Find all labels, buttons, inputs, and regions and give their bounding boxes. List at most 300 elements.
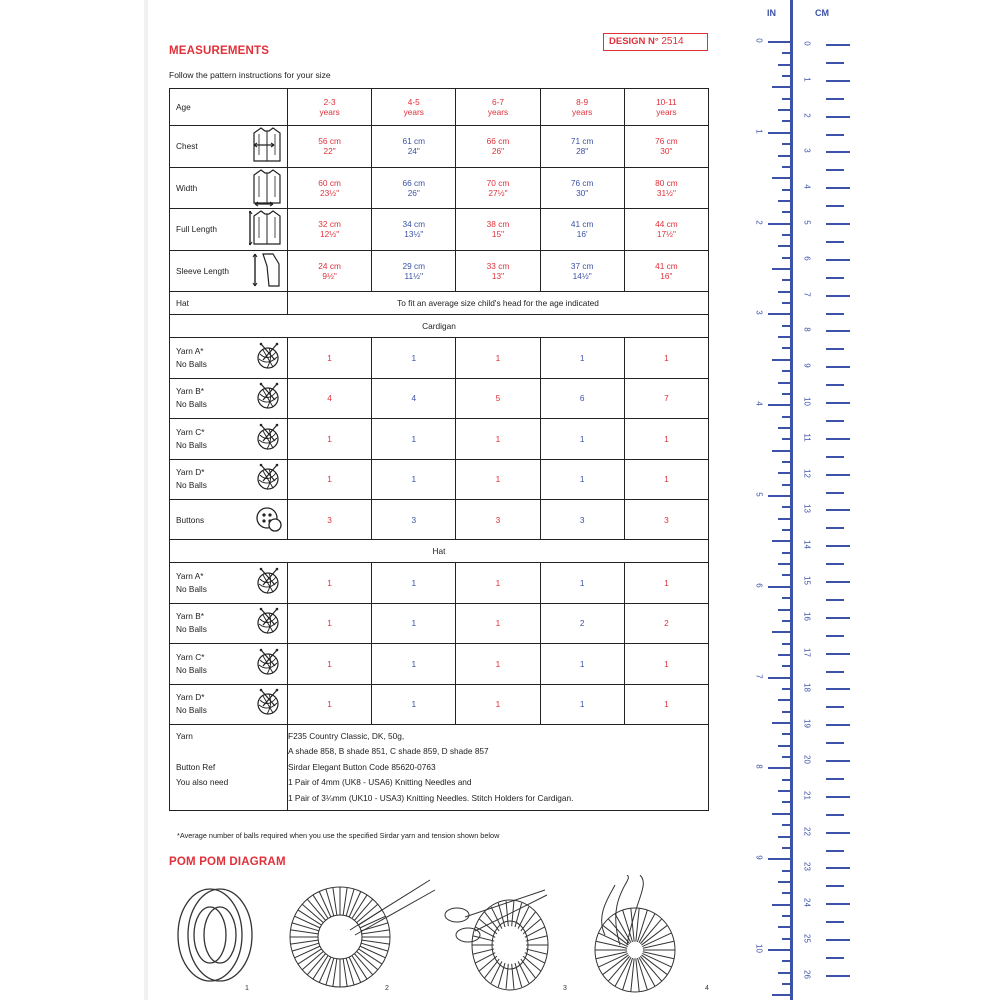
yarn-balls-label: No Balls [176,399,207,410]
value-cm: 29 cm [402,260,426,271]
size-age: 6-7 [491,97,504,107]
value-in: 30" [576,187,589,198]
ruler-cm-half-tick [826,384,844,386]
ruler-cm-half-tick [826,885,844,887]
ruler-inch-subtick [782,166,790,168]
yarn-icon-wrap [255,648,283,680]
ruler-cm-tick [826,80,850,82]
ruler-cm-tick [826,581,850,583]
cardigan-section-row [170,315,709,338]
instructions-subtitle: Follow the pattern instructions for your size [169,70,331,80]
ruler-cm-half-tick [826,277,844,279]
ruler-inch-subtick [778,382,790,384]
ball-count: 5 [456,378,540,419]
ruler-cm-number: 24 [802,898,812,908]
ruler-inch-subtick [782,484,790,486]
value-in: 24" [407,146,420,157]
ruler-inch-subtick [782,52,790,54]
ruler-inch-subtick [778,699,790,701]
value-cm: 44 cm [655,219,678,230]
yarn-name: Yarn B* [176,386,204,397]
ruler-inch-tick [768,223,790,225]
ruler-inch-number: 3 [754,310,764,316]
ruler-inch-subtick [782,370,790,372]
value-in: 26" [491,146,505,157]
ball-count: 1 [288,684,372,725]
ball-count: 1 [624,644,708,685]
ruler-cm-tick [826,116,850,118]
ruler-cm-tick [826,44,850,46]
hat-section-row [170,540,709,563]
value-cm: 56 cm [318,136,341,147]
ruler-cm-half-tick [826,957,844,959]
value-cm: 34 cm [402,219,426,230]
measurement-value [540,167,624,209]
ball-count: 1 [372,684,456,725]
ruler-cm-tick [826,796,850,798]
measurement-label: Sleeve Length [176,265,230,276]
ruler-cm-half-tick [826,241,844,243]
ruler-cm-tick [826,223,850,225]
yarn-label-cell [170,603,288,644]
ruler-inch-subtick [778,427,790,429]
ruler-inch-subtick [782,779,790,781]
ruler-inch-subtick [772,904,790,906]
yarn-icon-wrap [255,567,283,599]
yarn-icon-wrap [255,688,283,720]
ruler-inch-subtick [782,211,790,213]
ball-count: 1 [288,459,372,500]
ball-count: 7 [624,378,708,419]
ball-count: 4 [288,378,372,419]
ruler-inch-number: 4 [754,401,764,406]
value-cm: 76 cm [655,136,678,147]
value-in: 17½" [656,229,676,240]
button-count: 3 [624,500,708,540]
ruler-cm-tick [826,939,850,941]
ruler-inch-tick [768,949,790,951]
ruler-inch-subtick [782,302,790,304]
size-unit: years [487,107,509,117]
info-label [176,791,287,807]
measurement-value [540,126,624,168]
ruler-inch-tick [768,495,790,497]
ruler-cm-tick [826,295,850,297]
ruler-inch-subtick [782,98,790,100]
ruler-cm-number: 7 [802,291,812,297]
ruler-cm-half-tick [826,348,844,350]
ruler-inch-subtick [782,892,790,894]
ruler-inch-subtick [772,722,790,724]
measurement-value [624,126,708,168]
ruler-inch-tick [768,858,790,860]
ruler-inch-subtick [778,972,790,974]
measurements-table [169,88,709,811]
measurement-value [456,250,540,292]
ruler-inch-subtick [782,279,790,281]
pompom-step-2-wrapping-icon [290,880,435,987]
ruler-inch-subtick [782,847,790,849]
value-cm: 24 cm [318,260,341,271]
value-cm: 70 cm [486,177,510,188]
ruler-inch-subtick [778,245,790,247]
ruler-cm-number: 22 [802,826,812,836]
ruler-cm-half-tick [826,313,844,315]
ball-count: 1 [456,684,540,725]
ruler-cm-number: 9 [802,363,812,368]
ruler-inch-subtick [772,177,790,179]
yarn-icon-wrap [255,423,283,455]
info-values-cell [288,725,709,811]
ruler-cm-tick [826,330,850,332]
value-in: 16" [660,270,673,281]
measurement-value [288,167,372,209]
ruler-cm-tick [826,366,850,368]
ruler-inch-subtick [782,120,790,122]
ball-count: 1 [624,338,708,379]
value-in: 31½" [656,187,676,198]
ball-count: 1 [624,419,708,460]
measurement-label: Width [176,182,198,193]
ruler-inch-subtick [778,745,790,747]
measurement-value [456,167,540,209]
ruler-inch-subtick [778,472,790,474]
value-in: 30" [660,146,673,157]
info-line: F235 Country Classic, DK, 50g, [288,730,405,741]
pompom-step-4-number: 4 [705,985,709,992]
cardigan-length-icon [249,208,283,248]
measurement-value [540,209,624,251]
size-header [624,89,708,126]
ruler-inch-subtick [778,836,790,838]
ruler-cm-number: 26 [802,969,812,979]
ball-count: 1 [540,644,624,685]
ruler-cm-number: 20 [802,755,812,764]
ruler-cm-number: 1 [802,77,812,82]
pompom-step-4-tying-icon [595,875,675,992]
ball-count: 1 [372,338,456,379]
measurement-label-cell [170,167,288,209]
ruler-cm-number: 0 [802,41,812,46]
value-cm: 33 cm [486,260,510,271]
ball-count: 2 [624,603,708,644]
measurement-value [540,250,624,292]
pompom-step-2-number: 2 [385,985,389,992]
button-count: 3 [288,500,372,540]
ball-count: 1 [456,563,540,604]
footnote: *Average number of balls required when you use the specified Sirdar yarn and tension shown below [177,831,500,840]
ball-count: 1 [456,338,540,379]
size-unit: years [403,107,424,117]
ball-count: 1 [624,459,708,500]
ruler-cm-half-tick [826,635,844,637]
yarn-balls-label: No Balls [176,358,207,369]
ball-count: 1 [456,603,540,644]
measurement-value [372,209,456,251]
button-count: 3 [372,500,456,540]
yarn-row [170,378,709,419]
ruler-cm-half-tick [826,706,844,708]
ruler-cm-tick [826,151,850,153]
ball-count: 1 [624,563,708,604]
ruler-cm-number: 12 [802,468,812,478]
ruler-inch-subtick [778,654,790,656]
ruler-inch-subtick [782,325,790,327]
measurement-icon-wrap [249,167,283,209]
ruler-cm-number: 3 [802,148,812,154]
yarn-ball-needles-icon [255,648,283,676]
value-in: 16' [576,229,588,240]
pompom-step-1-number: 1 [245,985,249,992]
ruler-inch-subtick [778,109,790,111]
yarn-balls-label: No Balls [176,664,207,675]
ruler-inch-subtick [782,733,790,735]
yarn-balls-label: No Balls [176,705,207,716]
design-label: DESIGN N° [609,36,659,47]
measurement-label-cell [170,209,288,251]
ruler-cm-number: 16 [802,611,812,621]
measurements-title: MEASUREMENTS [169,45,270,57]
ruler-inch-tick [768,404,790,406]
size-age: 4-5 [407,97,420,107]
ruler-inch-tick [768,677,790,679]
value-cm: 41 cm [655,260,678,271]
yarn-label-cell [170,459,288,500]
ruler-inch-subtick [782,438,790,440]
ruler-inch-subtick [772,540,790,542]
ruler-inch-subtick [782,347,790,349]
yarn-name: Yarn D* [176,467,205,478]
ruler-cm-tick [826,832,850,834]
value-in: 27½" [488,187,508,198]
pompom-step-1-rings-icon [178,889,252,981]
measurement-value [372,126,456,168]
ball-count: 1 [372,459,456,500]
ruler-inch-number: 1 [754,129,764,134]
yarn-icon-wrap [255,382,283,414]
measurement-label: Full Length [176,224,218,235]
yarn-row [170,644,709,685]
yarn-ball-needles-icon [255,382,283,410]
value-in: 11½" [404,270,424,281]
age-label: Age [170,89,288,126]
value-cm: 32 cm [318,219,341,230]
ruler-inch-subtick [778,291,790,293]
hat-section-row-title: Hat [170,540,709,563]
measurement-value [624,250,708,292]
ball-count: 1 [624,684,708,725]
value-in: 15" [491,229,505,240]
ruler-inch-subtick [782,552,790,554]
ruler-inch-subtick [778,155,790,157]
ruler-inch-tick [768,313,790,315]
measurement-value [624,209,708,251]
ruler-inch-subtick [778,881,790,883]
value-cm: 61 cm [402,136,426,147]
ruler-inch-subtick [782,938,790,940]
ball-count: 1 [540,419,624,460]
ruler-cm-tick [826,688,850,690]
info-line: Sirdar Elegant Button Code 85620-0763 [288,761,436,772]
ruler-inch-subtick [782,234,790,236]
ruler-cm-tick [826,187,850,189]
ruler-inch-subtick [782,824,790,826]
ruler-cm-number: 25 [802,934,812,943]
ruler-cm-half-tick [826,205,844,207]
ruler-inch-subtick [772,994,790,996]
yarn-name: Yarn A* [176,570,204,581]
ruler-in-label: IN [767,8,776,18]
ruler-inch-subtick [782,688,790,690]
info-label [176,744,287,760]
ruler-inch-subtick [782,983,790,985]
ruler-inch-subtick [782,529,790,531]
yarn-ball-needles-icon [255,342,283,370]
ball-count: 1 [288,419,372,460]
ruler-inch-subtick [772,359,790,361]
ruler-cm-number: 5 [802,220,812,225]
design-number: 2514 [661,36,684,47]
ruler-cm-tick [826,903,850,905]
value-in: 14½" [572,270,592,281]
value-in: 13" [491,270,505,281]
yarn-balls-label: No Balls [176,480,207,491]
ruler-cm-number: 17 [802,647,812,657]
measurement-label: Chest [176,141,198,152]
ruler-inch-subtick [782,506,790,508]
size-header [456,89,540,126]
info-label: Yarn [176,730,193,741]
value-in: 13½" [404,229,424,240]
ruler-inch-tick [768,41,790,43]
ruler-cm-tick [826,653,850,655]
ruler-inch-subtick [782,711,790,713]
yarn-balls-label: No Balls [176,624,207,635]
ruler-inch-subtick [782,665,790,667]
measurement-icon-wrap [249,208,283,250]
ball-count: 1 [456,459,540,500]
yarn-ball-needles-icon [255,463,283,491]
button-icon [255,505,283,533]
measurement-label-cell [170,126,288,168]
ruler-cm-tick [826,509,850,511]
ruler-cm-tick [826,975,850,977]
pompom-step-3-cutting-icon [445,890,548,990]
measurement-row [170,250,709,292]
buttons-row [170,500,709,540]
button-icon-wrap [255,505,283,535]
yarn-name: Yarn A* [176,345,204,356]
yarn-row [170,603,709,644]
yarn-label-cell [170,378,288,419]
ball-count: 2 [540,603,624,644]
ball-count: 4 [372,378,456,419]
yarn-balls-label: No Balls [176,583,207,594]
measurement-value [288,250,372,292]
ruler-inch-number: 7 [754,673,764,679]
ruler-inch-subtick [778,563,790,565]
ruler-inch-subtick [782,75,790,77]
ruler-cm-half-tick [826,420,844,422]
ruler-inch-number: 6 [754,583,764,588]
measurement-icon-wrap [249,250,283,292]
ruler-inch-subtick [772,268,790,270]
ruler-cm-half-tick [826,742,844,744]
ruler-cm-number: 19 [802,719,812,729]
measurement-value [372,167,456,209]
size-header [372,89,456,126]
ball-count: 1 [540,563,624,604]
yarn-row [170,684,709,725]
value-cm: 60 cm [318,177,341,188]
measurement-value [456,209,540,251]
ruler-cm-half-tick [826,527,844,529]
ruler-cm-number: 14 [802,540,812,550]
ruler-cm-number: 23 [802,862,812,872]
ruler-cm-number: 18 [802,683,812,693]
cardigan-section-row-title: Cardigan [170,315,709,338]
ruler-cm-half-tick [826,921,844,923]
button-count: 3 [540,500,624,540]
ruler-inch-subtick [782,960,790,962]
ruler-inch-number: 8 [754,764,764,770]
yarn-ball-needles-icon [255,688,283,716]
ruler-inch-tick [768,586,790,588]
ruler-cm-number: 6 [802,256,812,261]
info-line: 1 Pair of 4mm (UK8 - USA6) Knitting Needles and [288,777,472,788]
yarn-label-cell [170,644,288,685]
ruler-cm-number: 15 [802,576,812,585]
yarn-label-cell [170,419,288,460]
ruler-inch-subtick [772,813,790,815]
hat-fit-text: To fit an average size child's head for the age indicated [288,292,709,315]
pompom-diagram [165,875,725,1000]
ball-count: 1 [288,563,372,604]
age-row [170,89,709,126]
size-age: 10-11 [656,97,677,107]
info-line: 1 Pair of 3¼mm (UK10 - USA3) Knitting Needles. Stitch Holders for Cardigan. [288,792,574,803]
info-label: Button Ref [176,761,216,772]
value-in: 22" [323,146,336,157]
yarn-ball-needles-icon [255,607,283,635]
yarn-label-cell [170,563,288,604]
size-header [540,89,624,126]
ruler-cm-half-tick [826,169,844,171]
yarn-balls-label: No Balls [176,439,207,450]
ruler-inch-tick [768,132,790,134]
ruler-inch-number: 10 [754,944,764,953]
ruler-cm-number: 21 [802,790,812,800]
ruler-cm-half-tick [826,563,844,565]
value-in: 28" [576,146,589,157]
ball-count: 1 [540,459,624,500]
cardigan-width-icon [249,167,283,207]
value-in: 23½" [320,187,340,198]
ruler-inch-subtick [782,870,790,872]
size-unit: years [656,107,677,117]
ruler-cm-half-tick [826,492,844,494]
ruler-inch-number: 9 [754,855,764,860]
yarn-label-cell [170,684,288,725]
value-cm: 38 cm [486,219,510,230]
yarn-ball-needles-icon [255,567,283,595]
yarn-info-row [170,725,709,811]
ball-count: 1 [288,338,372,379]
ruler-inch-subtick [782,574,790,576]
ruler-cm-half-tick [826,778,844,780]
buttons-label: Buttons [176,514,205,525]
buttons-label-cell [170,500,288,540]
